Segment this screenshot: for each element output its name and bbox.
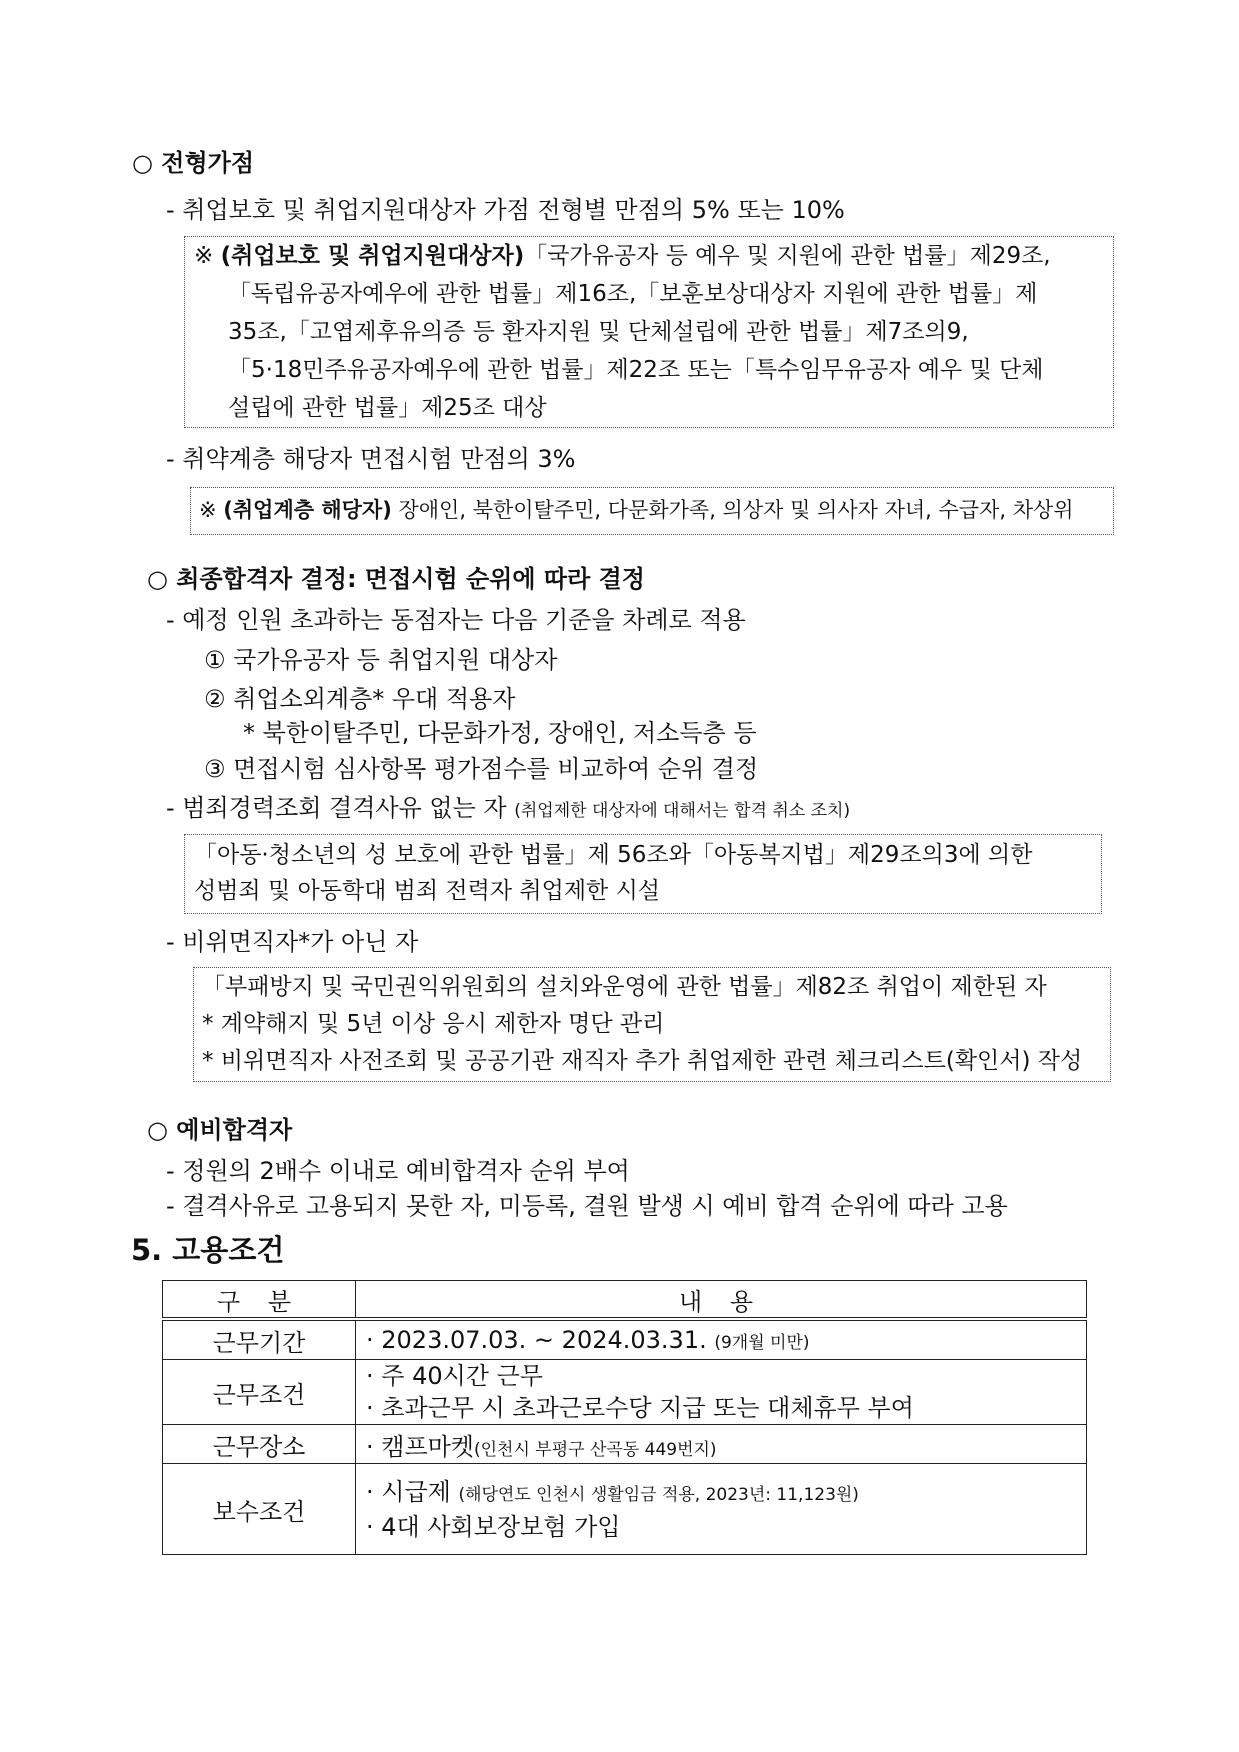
criminal-record-item [166, 791, 850, 828]
criterion-2-note: * 북한이탈주민, 다문화가정, 장애인, 저소득층 등 [243, 719, 757, 747]
header-category: 구 분 [163, 1281, 356, 1320]
reserve-item-2: - 결격사유로 고용되지 못한 자, 미등록, 결원 발생 시 예비 합격 순위에 따라 고용 [166, 1192, 1008, 1220]
location-address: (인천시 부평구 산곡동 449번지) [474, 1439, 717, 1460]
note-line: 「아동·청소년의 성 보호에 관한 법률」제 56조와「아동복지법」제29조의3에 의한 [194, 842, 1033, 868]
header-content: 내 용 [356, 1281, 1087, 1320]
period-note: (9개월 미만) [714, 1333, 810, 1353]
pay-line [366, 1476, 1076, 1511]
note-text: 장애인, 북한이탈주민, 다문화가족, 의상자 및 의사자 자녀, 수급자, 차상위 [391, 498, 1074, 522]
note-line: 「부패방지 및 국민권익위원회의 설치와운영에 관한 법률」제82조 취업이 제한된 자 [202, 974, 1047, 1000]
tie-rule-item: - 예정 인원 초과하는 동점자는 다음 기준을 차례로 적용 [166, 606, 746, 634]
row-label: 근무조건 [163, 1360, 356, 1425]
note-line: 설립에 관한 법률」제25조 대상 [228, 395, 547, 421]
note-line: 「5·18민주유공자예우에 관한 법률」제22조 또는「특수임무유공자 예우 및 단체 [228, 357, 1044, 383]
bonus-item-employment-protection: - 취업보호 및 취업지원대상자 가점 전형별 만점의 5% 또는 10% [166, 196, 845, 224]
table-row [163, 1360, 1087, 1425]
row-content [356, 1319, 1087, 1360]
dismissal-item: - 비위면직자*가 아닌 자 [166, 928, 419, 956]
note-line: 「독립유공자예우에 관한 법률」제16조,「보훈보상대상자 지원에 관한 법률」제 [228, 281, 1038, 307]
row-content [356, 1425, 1087, 1464]
section-title-employment-conditions: 5. 고용조건 [131, 1233, 285, 1267]
reference-mark: ※ [194, 243, 214, 269]
reserve-item-1: - 정원의 2배수 이내로 예비합격자 순위 부여 [166, 1157, 630, 1185]
table-row [163, 1319, 1087, 1360]
row-content [356, 1464, 1087, 1555]
row-content [356, 1360, 1087, 1425]
section-title-final-decision: ○ 최종합격자 결정: 면접시험 순위에 따라 결정 [147, 565, 645, 593]
row-label: 근무장소 [163, 1425, 356, 1464]
table-row [163, 1425, 1087, 1464]
criminal-record-text: - 범죄경력조회 결격사유 없는 자 [166, 794, 507, 822]
note-box-criminal-record [184, 834, 1102, 914]
note-line: * 계약해지 및 5년 이상 응시 제한자 명단 관리 [202, 1011, 665, 1037]
criterion-3: ③ 면접시험 심사항목 평가점수를 비교하여 순위 결정 [204, 755, 759, 783]
reference-mark: ※ [199, 498, 217, 522]
row-label: 보수조건 [163, 1464, 356, 1555]
employment-conditions-table [162, 1280, 1087, 1555]
note-box-employment-protection [184, 236, 1114, 428]
note-line: 35조,「고엽제후유의증 등 환자지원 및 단체설립에 관한 법률」제7조의9, [228, 319, 969, 345]
note-line [194, 240, 1051, 273]
criminal-record-small-note: (취업제한 대상자에 대해서는 합격 취소 조치) [514, 801, 851, 821]
row-label: 근무기간 [163, 1319, 356, 1360]
condition-line: · 초과근무 시 초과근로수당 지급 또는 대체휴무 부여 [366, 1394, 914, 1422]
note-line [199, 494, 1074, 527]
pay-type: · 시급제 [366, 1477, 451, 1506]
table-header-row [163, 1281, 1087, 1320]
section-title-bonus-points: ○ 전형가점 [132, 149, 255, 177]
note-box-vulnerable [190, 487, 1114, 535]
table-row [163, 1464, 1087, 1555]
criterion-2: ② 취업소외계층* 우대 적용자 [204, 685, 516, 713]
section-title-reserve: ○ 예비합격자 [147, 1116, 293, 1144]
period-text: · 2023.07.03. ~ 2024.03.31. [366, 1326, 707, 1354]
insurance-line: · 4대 사회보장보험 가입 [366, 1512, 621, 1541]
note-bold-label: (취업보호 및 취업지원대상자) [220, 243, 525, 269]
note-text: 「국가유공자 등 예우 및 지원에 관한 법률」제29조, [524, 243, 1051, 269]
bonus-item-vulnerable: - 취약계층 해당자 면접시험 만점의 3% [166, 445, 576, 473]
condition-line: · 주 40시간 근무 [366, 1362, 543, 1390]
pay-note: (해당연도 인천시 생활임금 적용, 2023년: 11,123원) [458, 1484, 859, 1505]
note-line: * 비위면직자 사전조회 및 공공기관 재직자 추가 취업제한 관련 체크리스트(확인서) 작성 [202, 1048, 1083, 1074]
note-bold-label: (취업계층 해당자) [223, 498, 392, 522]
note-box-dismissal [193, 967, 1111, 1082]
location-text: · 캠프마켓 [366, 1432, 474, 1461]
note-line: 성범죄 및 아동학대 범죄 전력자 취업제한 시설 [194, 878, 661, 904]
criterion-1: ① 국가유공자 등 취업지원 대상자 [204, 646, 558, 674]
